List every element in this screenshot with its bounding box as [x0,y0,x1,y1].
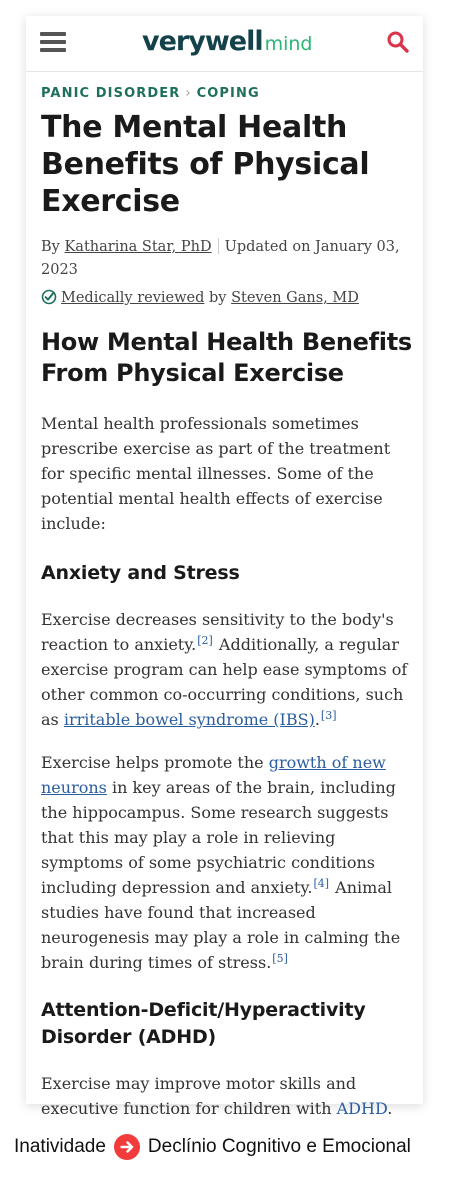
medical-review [41,289,413,309]
text-run: Animal studies have found that increased neurogenesis may play a role in calming the brain during times of stress. [41,878,401,972]
neurons-link[interactable]: growth of new neurons [41,753,386,797]
text-run: . [314,710,320,729]
citation-3[interactable]: [3] [320,709,337,722]
author-link[interactable]: Katharina Star, PhD [64,239,212,255]
search-icon[interactable] [386,30,410,54]
section-heading: How Mental Health Benefits From Physical Exercise [41,328,412,387]
breadcrumb-item-panic-disorder[interactable]: PANIC DISORDER [41,86,181,101]
chevron-right-icon: › [185,86,192,101]
check-badge-icon [41,289,57,305]
text-run: Exercise may improve motor skills and executive function for children with [41,1074,357,1118]
text-run: Exercise decreases sensitivity to the body's reaction to anxiety. [41,610,394,654]
caption-left: Inatividade [14,1136,106,1157]
citation-2[interactable]: [2] [197,634,213,647]
medically-reviewed-link[interactable]: Medically reviewed [61,290,205,306]
caption-right: Declínio Cognitivo e Emocional [147,1136,411,1157]
citation-5[interactable]: [5] [272,952,288,965]
hamburger-menu-icon[interactable] [40,32,66,54]
adhd-link[interactable]: ADHD [336,1099,388,1118]
breadcrumb-item-coping[interactable]: COPING [196,86,260,101]
ibs-link[interactable]: irritable bowel syndrome (IBS) [63,710,315,729]
review-by: by [209,290,227,306]
site-logo[interactable] [142,26,312,62]
caption-strip [14,1134,444,1164]
anxiety-paragraph-2 [41,750,413,975]
updated-date: Updated on January 03, 2023 [41,239,400,278]
mobile-page [26,16,423,1118]
top-navigation-bar [26,16,423,72]
adhd-heading: Attention-Deficit/Hyperactivity Disorder (ADHD) [41,999,366,1048]
text-run: . [387,1099,393,1118]
text-run: Additionally, a regular exercise program can help ease symptoms of other common co-occurring conditions, such as [41,635,408,729]
reviewer-link[interactable]: Steven Gans, MD [231,290,359,306]
logo-wordmark: verywell [142,26,263,57]
text-run: Exercise helps promote the [41,753,269,772]
breadcrumb [41,86,413,104]
citation-4[interactable]: [4] [313,877,330,890]
anxiety-paragraph-1 [41,607,413,732]
byline-by: By [41,239,60,255]
byline-divider [218,238,219,254]
adhd-paragraph [41,1071,413,1121]
text-run: in key areas of the brain, including the hippocampus. Some research suggests that this may play a role in relieving symptoms of some psychiatric conditions including depression and anxiety. [41,778,396,897]
article-title: The Mental Health Benefits of Physical Exercise [41,110,370,219]
article-content [41,86,413,1121]
logo-subbrand: mind [264,33,313,55]
arrow-right-icon [114,1134,140,1160]
byline [41,236,413,282]
anxiety-heading: Anxiety and Stress [41,562,240,584]
intro-paragraph: Mental health professionals sometimes prescribe exercise as part of the treatment for specific mental illnesses. Some of the potential mental health effects of exercise include: [41,414,391,533]
